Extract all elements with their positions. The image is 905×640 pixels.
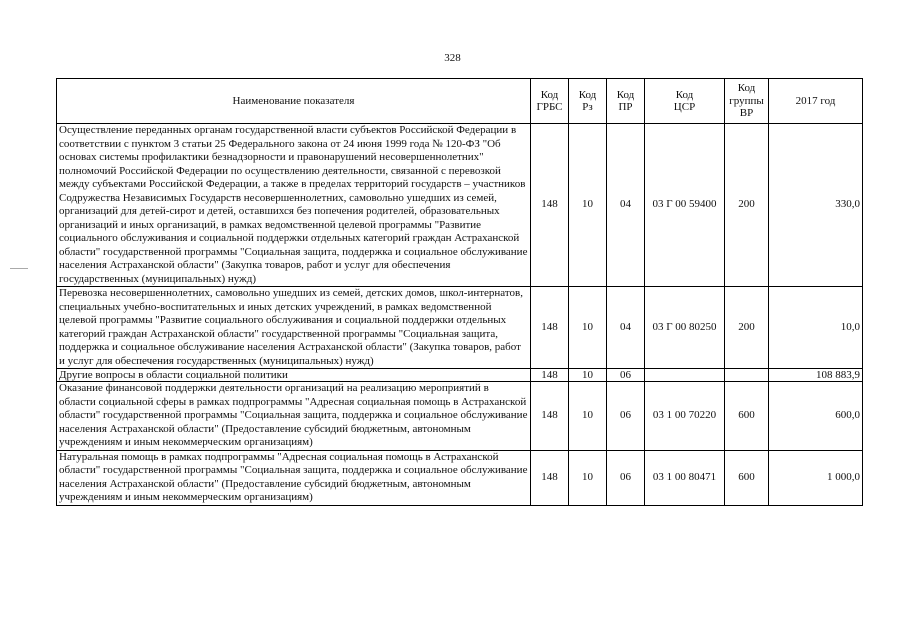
- row-vr: 600: [725, 450, 769, 505]
- row-grbs: 148: [531, 124, 569, 287]
- table-row: [57, 369, 863, 382]
- row-amount: 330,0: [769, 124, 863, 287]
- row-vr: [725, 369, 769, 382]
- row-vr: 600: [725, 382, 769, 451]
- header-rz-line1: Код: [578, 88, 597, 101]
- row-grbs: 148: [531, 450, 569, 505]
- row-rz: 10: [569, 382, 607, 451]
- header-vr: [725, 79, 769, 124]
- table-row: [57, 450, 863, 505]
- row-pr: 06: [607, 369, 645, 382]
- header-name: Наименование показателя: [57, 79, 531, 124]
- header-vr-line1: Код: [737, 82, 756, 95]
- row-name: Перевозка несовершеннолетних, самовольно ушедших из семей, детских домов, школ-интернатов, специальных учебно-воспитательных и иных детских учреждений, в рамках ведомственной целевой программы "Развитие социального обслуживания и социальной поддержки отдельных категорий граждан Астраханской области" государственной программы "Социальная защита, поддержка и социальное обслуживание населения Астраханской области" (Закупка товаров, работ и услуг для обеспечения государственных (муниципальных) нужд): [57, 287, 531, 369]
- header-year: 2017 год: [769, 79, 863, 124]
- row-amount: 600,0: [769, 382, 863, 451]
- row-pr: 04: [607, 124, 645, 287]
- header-grbs: [531, 79, 569, 124]
- row-csr: 03 1 00 80471: [645, 450, 725, 505]
- row-rz: 10: [569, 124, 607, 287]
- header-rz-line2: Рз: [582, 101, 593, 113]
- row-amount: 108 883,9: [769, 369, 863, 382]
- header-pr: [607, 79, 645, 124]
- header-grbs-line2: ГРБС: [536, 101, 563, 113]
- row-grbs: 148: [531, 369, 569, 382]
- row-vr: 200: [725, 287, 769, 369]
- row-csr: 03 Г 00 80250: [645, 287, 725, 369]
- row-rz: 10: [569, 287, 607, 369]
- header-csr-line2: ЦСР: [673, 101, 696, 113]
- row-rz: 10: [569, 450, 607, 505]
- header-vr-line2: группы: [729, 94, 764, 107]
- row-csr: [645, 369, 725, 382]
- row-name: Натуральная помощь в рамках подпрограммы "Адресная социальная помощь в Астраханской области" государственной программы "Социальная защита, поддержка и социальное обслуживание населения Астраханской области" (Предоставление субсидий бюджетным, автономным учреждениям и иным некоммерческим организациям): [57, 450, 531, 505]
- header-vr-line3: ВР: [739, 107, 754, 120]
- row-pr: 06: [607, 450, 645, 505]
- row-amount: 1 000,0: [769, 450, 863, 505]
- header-grbs-line1: Код: [540, 88, 559, 101]
- row-name: Оказание финансовой поддержки деятельности организаций на реализацию мероприятий в области социальной сферы в рамках подпрограммы "Адресная социальная помощь в Астраханской области" государственной программы "Социальная защита, поддержка и социальное обслуживание населения Астраханской области" (Предоставление субсидий бюджетным, автономным учреждениям и иным некоммерческим организациям): [57, 382, 531, 451]
- header-csr-line1: Код: [675, 88, 694, 101]
- header-csr: [645, 79, 725, 124]
- row-pr: 06: [607, 382, 645, 451]
- header-rz: [569, 79, 607, 124]
- row-pr: 04: [607, 287, 645, 369]
- table-row: [57, 382, 863, 451]
- table-row: [57, 124, 863, 287]
- page-number: 328: [444, 52, 461, 64]
- row-rz: 10: [569, 369, 607, 382]
- row-name: Осуществление переданных органам государственной власти субъектов Российской Федерации в соответствии с пунктом 3 статьи 25 Федерального закона от 24 июня 1999 года № 120-ФЗ "Об основах системы профилактики безнадзорности и правонарушений несовершеннолетних" полномочий Российской Федерации по осуществлению деятельности, связанной с перевозкой между субъектами Российской Федерации, а также в пределах территорий государств – участников Содружества Независимых Государств несовершеннолетних, самовольно ушедших из семей, организаций для детей-сирот и детей, оставшихся без попечения родителей, образовательных организаций и иных организаций, в рамках ведомственной целевой программы "Развитие социального обслуживания и социальной поддержки отдельных категорий граждан Астраханской области" государственной программы "Социальная защита, поддержка и социальное обслуживание населения Астраханской области" (Закупка товаров, работ и услуг для обеспечения государственных (муниципальных) нужд): [57, 124, 531, 287]
- row-grbs: 148: [531, 287, 569, 369]
- row-grbs: 148: [531, 382, 569, 451]
- row-vr: 200: [725, 124, 769, 287]
- table-header-row: [57, 79, 863, 124]
- table-row: [57, 287, 863, 369]
- row-csr: 03 Г 00 59400: [645, 124, 725, 287]
- header-pr-line2: ПР: [618, 101, 633, 113]
- row-name: Другие вопросы в области социальной политики: [57, 369, 531, 382]
- budget-table: [56, 78, 863, 506]
- margin-mark: [10, 268, 28, 269]
- header-pr-line1: Код: [616, 88, 635, 101]
- row-csr: 03 1 00 70220: [645, 382, 725, 451]
- row-amount: 10,0: [769, 287, 863, 369]
